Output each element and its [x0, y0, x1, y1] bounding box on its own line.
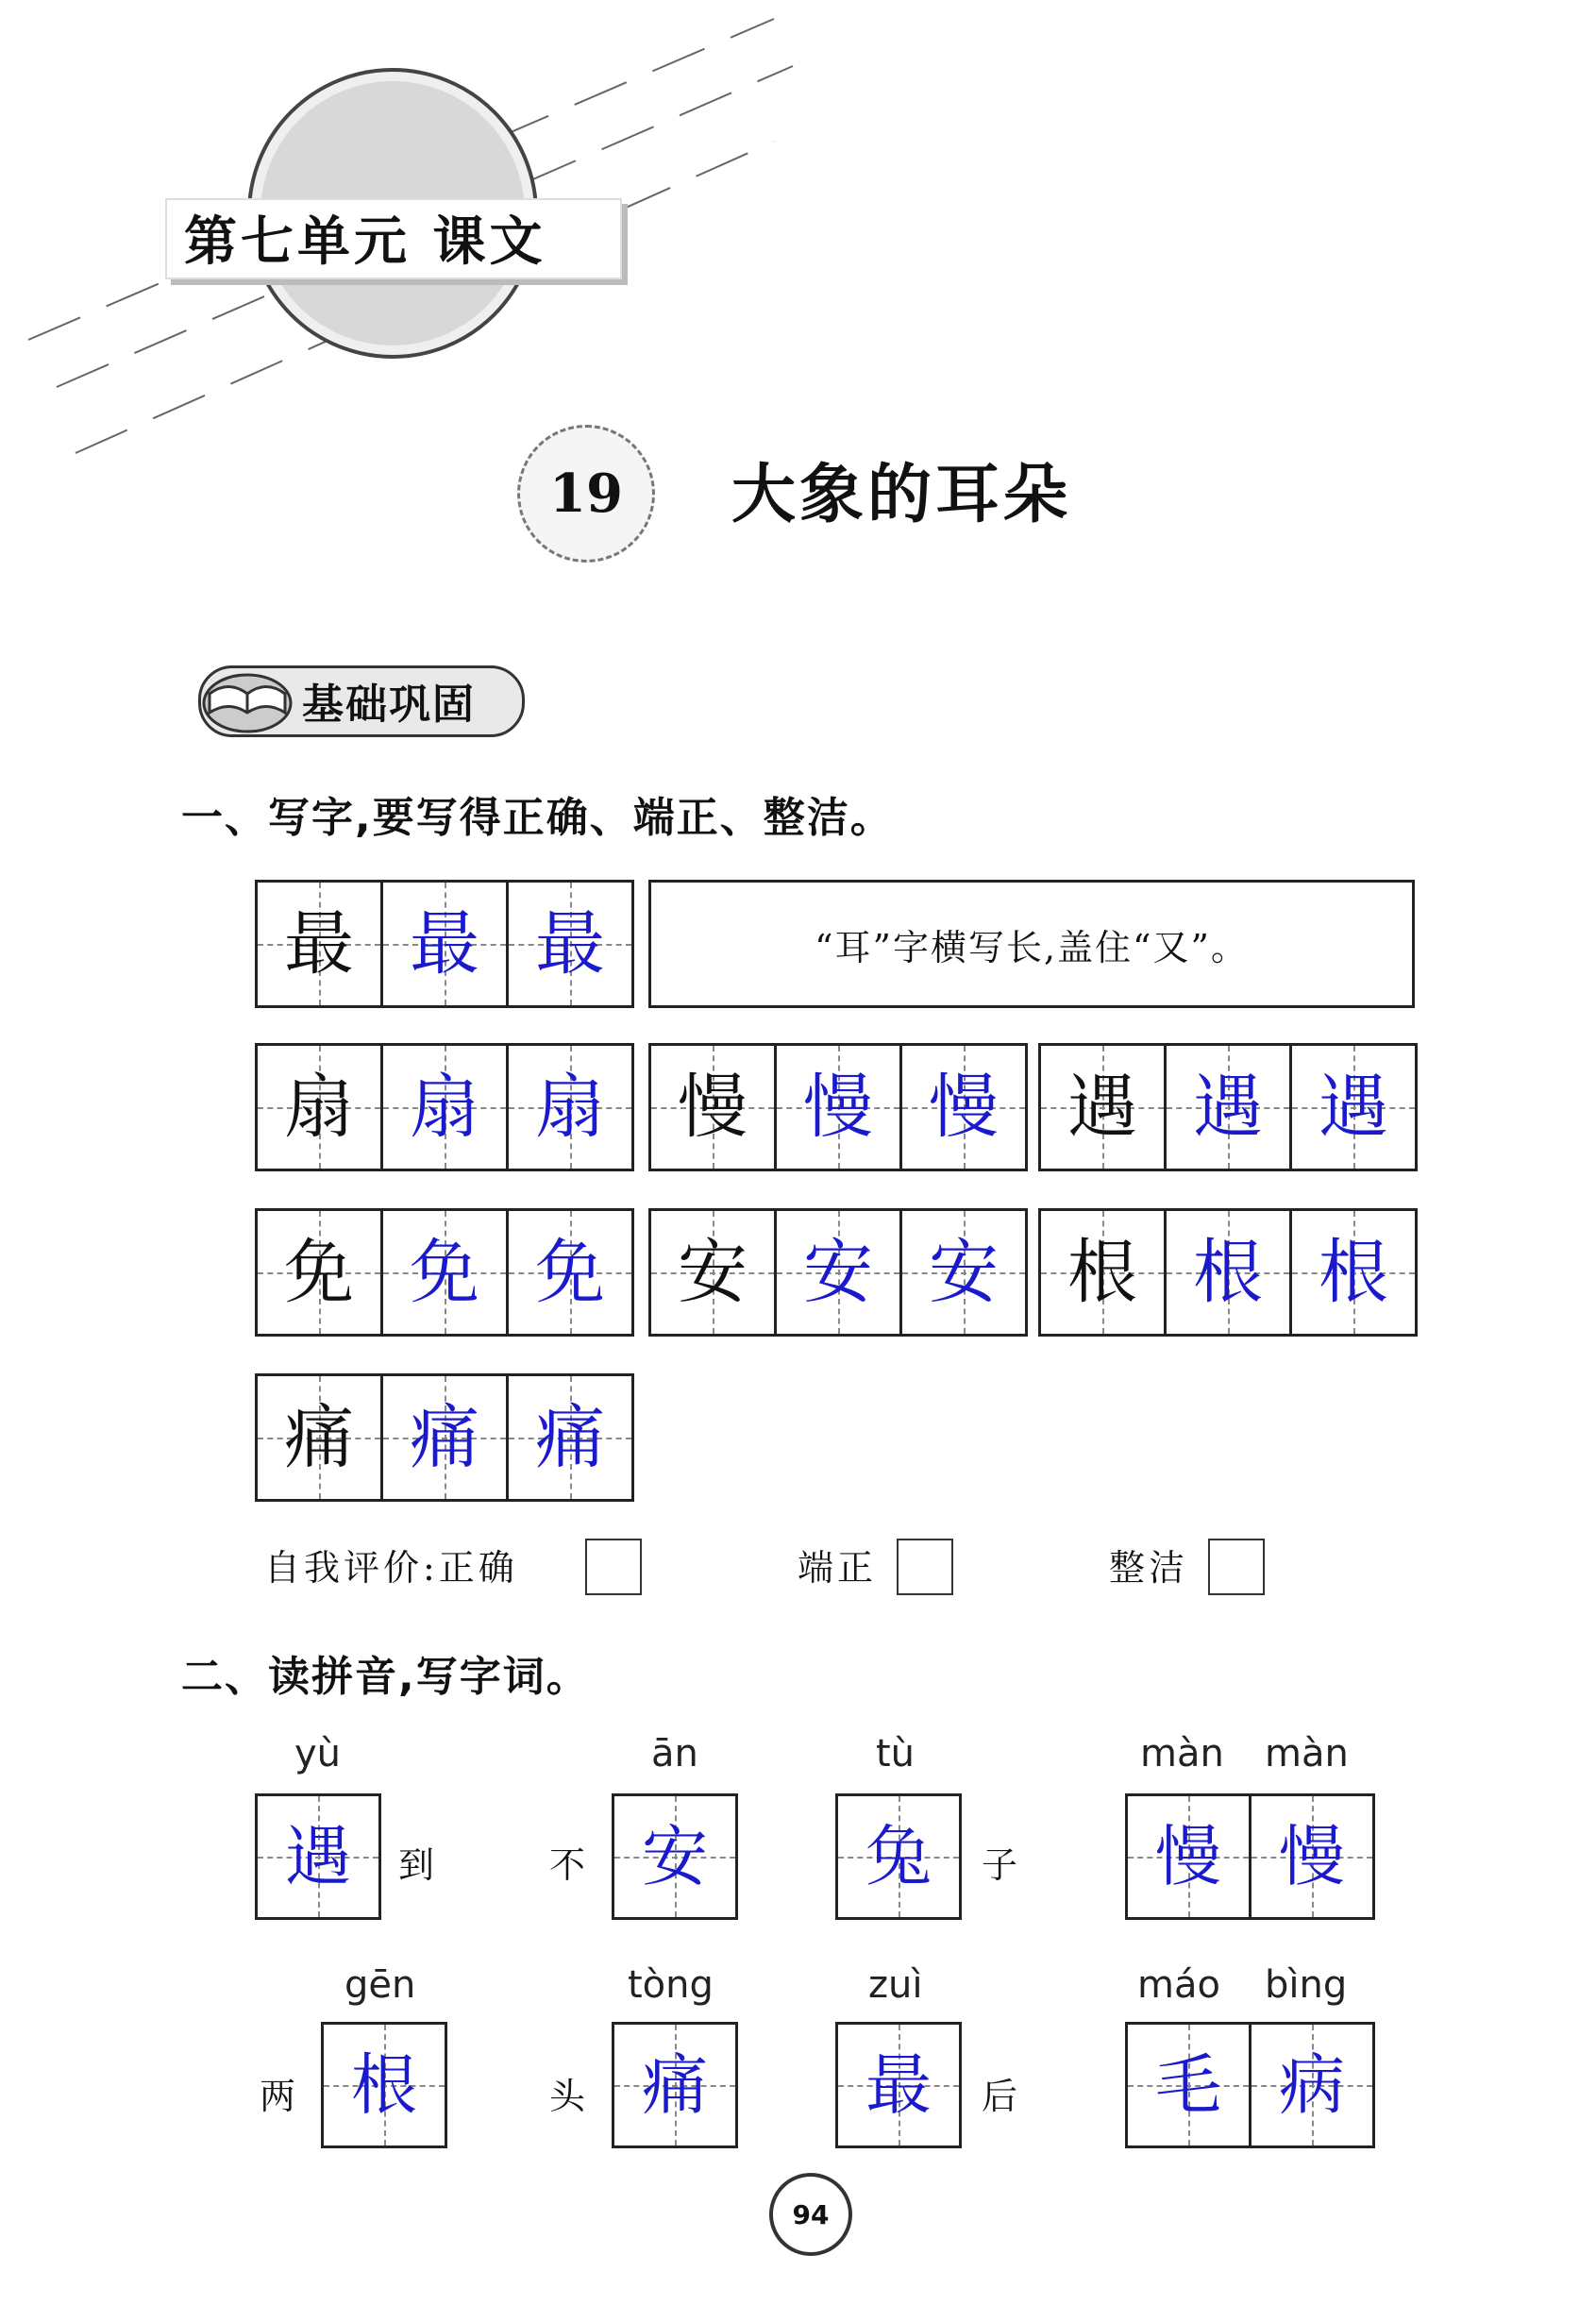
lesson-number: 19: [549, 463, 623, 525]
word-part: 头: [549, 2076, 586, 2117]
pinyin: ān: [651, 1732, 698, 1775]
self-eval-clean-checkbox[interactable]: [1208, 1539, 1265, 1595]
word-part: 到: [398, 1844, 435, 1886]
grid-cell[interactable]: 慢: [902, 1046, 1025, 1169]
writing-grid: [255, 880, 634, 1008]
answer-grid: [612, 2022, 738, 2148]
question-2-title: 二、读拼音,写字词。: [181, 1653, 590, 1701]
unit-badge-text: 第七单元 课文: [184, 211, 546, 273]
grid-cell[interactable]: 最: [838, 2025, 959, 2145]
grid-cell: 慢: [651, 1046, 777, 1169]
pinyin: yù: [294, 1732, 342, 1775]
grid-cell[interactable]: 痛: [509, 1376, 631, 1499]
self-eval-neat-label: 端正: [798, 1547, 878, 1589]
grid-cell[interactable]: 免: [383, 1211, 509, 1334]
grid-cell: 遇: [1041, 1046, 1167, 1169]
answer-grid: [835, 2022, 962, 2148]
grid-cell: 免: [258, 1211, 383, 1334]
grid-cell[interactable]: 安: [902, 1211, 1025, 1334]
pinyin: gēn: [344, 1963, 416, 2007]
lesson-title: 大象的耳朵: [731, 457, 1072, 532]
writing-grid: [1038, 1208, 1418, 1337]
grid-cell[interactable]: 遇: [258, 1796, 378, 1917]
writing-grid: [648, 1208, 1028, 1337]
grid-cell[interactable]: 痛: [614, 2025, 735, 2145]
writing-grid: [648, 1043, 1028, 1171]
grid-cell[interactable]: 遇: [1167, 1046, 1292, 1169]
grid-cell[interactable]: 根: [1167, 1211, 1292, 1334]
pinyin: bìng: [1265, 1963, 1348, 2007]
grid-cell[interactable]: 根: [1292, 1211, 1415, 1334]
pinyin: zuì: [868, 1963, 923, 2007]
writing-grid: [255, 1043, 634, 1171]
answer-grid: [321, 2022, 447, 2148]
grid-cell[interactable]: 扇: [509, 1046, 631, 1169]
grid-cell[interactable]: 毛: [1128, 2025, 1252, 2145]
word-part: 子: [982, 1844, 1018, 1886]
pinyin: màn: [1140, 1732, 1224, 1775]
pinyin: màn: [1265, 1732, 1349, 1775]
grid-cell[interactable]: 根: [324, 2025, 445, 2145]
grid-cell: 痛: [258, 1376, 383, 1499]
grid-cell[interactable]: 安: [614, 1796, 735, 1917]
grid-cell[interactable]: 痛: [383, 1376, 509, 1499]
answer-grid: [612, 1793, 738, 1920]
grid-cell: 根: [1041, 1211, 1167, 1334]
grid-cell[interactable]: 免: [509, 1211, 631, 1334]
grid-cell[interactable]: 最: [383, 883, 509, 1005]
grid-cell: 最: [258, 883, 383, 1005]
grid-cell[interactable]: 兔: [838, 1796, 959, 1917]
self-eval-clean-label: 整洁: [1109, 1547, 1189, 1589]
word-part: 不: [549, 1844, 586, 1886]
grid-cell: 安: [651, 1211, 777, 1334]
answer-grid: [255, 1793, 381, 1920]
grid-cell[interactable]: 病: [1252, 2025, 1372, 2145]
writing-grid: [1038, 1043, 1418, 1171]
self-eval-label: 自我评价:正确: [264, 1547, 518, 1589]
page-number: 94: [792, 2198, 830, 2230]
pinyin: máo: [1137, 1963, 1220, 2007]
pinyin: tòng: [628, 1963, 714, 2007]
lesson-number-badge: [517, 425, 655, 563]
writing-grid: [255, 1208, 634, 1337]
answer-grid: [1125, 2022, 1375, 2148]
grid-cell[interactable]: 扇: [383, 1046, 509, 1169]
grid-cell[interactable]: 最: [509, 883, 631, 1005]
word-part: 后: [982, 2076, 1018, 2117]
answer-grid: [835, 1793, 962, 1920]
page-number-badge: [769, 2173, 852, 2256]
grid-cell[interactable]: 慢: [1252, 1796, 1372, 1917]
writing-grid: [255, 1373, 634, 1502]
grid-cell: 扇: [258, 1046, 383, 1169]
self-eval-correct-checkbox[interactable]: [585, 1539, 642, 1595]
grid-cell[interactable]: 慢: [1128, 1796, 1252, 1917]
self-eval-neat-checkbox[interactable]: [897, 1539, 953, 1595]
book-icon: [200, 661, 294, 736]
writing-tip: “耳”字横写长,盖住“又”。: [648, 880, 1415, 1008]
answer-grid: [1125, 1793, 1375, 1920]
section-tag-label: 基础巩固: [302, 681, 476, 729]
question-1-title: 一、写字,要写得正确、端正、整洁。: [181, 794, 894, 842]
grid-cell[interactable]: 慢: [777, 1046, 902, 1169]
word-part: 两: [260, 2076, 296, 2117]
grid-cell[interactable]: 遇: [1292, 1046, 1415, 1169]
pinyin: tù: [876, 1732, 916, 1775]
grid-cell[interactable]: 安: [777, 1211, 902, 1334]
